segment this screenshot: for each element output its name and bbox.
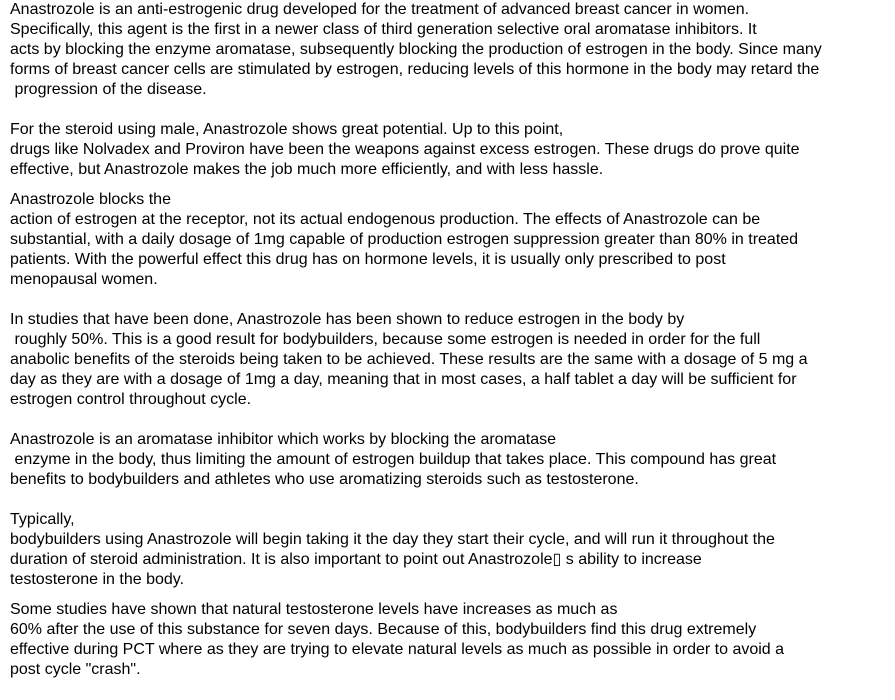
text-line: post cycle "crash". (10, 661, 141, 678)
text-line: patients. With the powerful effect this drug has on hormone levels, it is usually only prescribed to post (10, 251, 726, 268)
paragraph-3 (10, 180, 885, 290)
text-line: progression of the disease. (10, 81, 207, 98)
text-line: duration of steroid administration. It is also important to point out Anastrozole▯ s ability to increase (10, 551, 702, 568)
text-line: anabolic benefits of the steroids being taken to be achieved. These results are the same with a dosage of 5 mg a (10, 351, 808, 368)
paragraph-1 (10, 0, 885, 100)
text-line: day as they are with a dosage of 1mg a day, meaning that in most cases, a half tablet a day will be sufficient for (10, 371, 797, 388)
text-line: substantial, with a daily dosage of 1mg capable of production estrogen suppression greater than 80% in treated (10, 231, 799, 248)
text-line: effective during PCT where as they are trying to elevate natural levels as much as possible in order to avoid a (10, 641, 785, 658)
text-line: action of estrogen at the receptor, not its actual endogenous production. The effects of Anastrozole can be (10, 211, 761, 228)
text-line: roughly 50%. This is a good result for bodybuilders, because some estrogen is needed in order for the full (10, 331, 761, 348)
text-line: acts by blocking the enzyme aromatase, subsequently blocking the production of estrogen in the body. Since many (10, 41, 822, 58)
paragraph-2 (10, 100, 885, 180)
text-line: Anastrozole blocks the (10, 191, 171, 208)
text-line: estrogen control throughout cycle. (10, 391, 252, 408)
text-line: In studies that have been done, Anastrozole has been shown to reduce estrogen in the body by (10, 311, 685, 328)
text-line: drugs like Nolvadex and Proviron have been the weapons against excess estrogen. These drugs do prove quite (10, 141, 800, 158)
text-line: Anastrozole is an aromatase inhibitor which works by blocking the aromatase (10, 431, 557, 448)
text-line: For the steroid using male, Anastrozole shows great potential. Up to this point, (10, 121, 564, 138)
text-line: effective, but Anastrozole makes the job much more efficiently, and with less hassle. (10, 161, 604, 178)
text-line: forms of breast cancer cells are stimulated by estrogen, reducing levels of this hormone in the body may retard the (10, 61, 820, 78)
text-line: menopausal women. (10, 271, 158, 288)
text-line: Specifically, this agent is the first in a newer class of third generation selective oral aromatase inhibitors. It (10, 21, 757, 38)
paragraph-4 (10, 290, 885, 410)
text-line: enzyme in the body, thus limiting the amount of estrogen buildup that takes place. This compound has great (10, 451, 777, 468)
text-line: Typically, (10, 511, 75, 528)
paragraph-6 (10, 490, 885, 590)
text-line: 60% after the use of this substance for seven days. Because of this, bodybuilders find this drug extremely (10, 621, 757, 638)
paragraph-7 (10, 590, 885, 680)
paragraph-5 (10, 410, 885, 490)
text-line: testosterone in the body. (10, 571, 185, 588)
text-line: Some studies have shown that natural testosterone levels have increases as much as (10, 601, 618, 618)
text-line: Anastrozole is an anti-estrogenic drug developed for the treatment of advanced breast cancer in women. (10, 1, 750, 18)
text-line: benefits to bodybuilders and athletes who use aromatizing steroids such as testosterone. (10, 471, 639, 488)
text-line: bodybuilders using Anastrozole will begin taking it the day they start their cycle, and will run it throughout the (10, 531, 775, 548)
